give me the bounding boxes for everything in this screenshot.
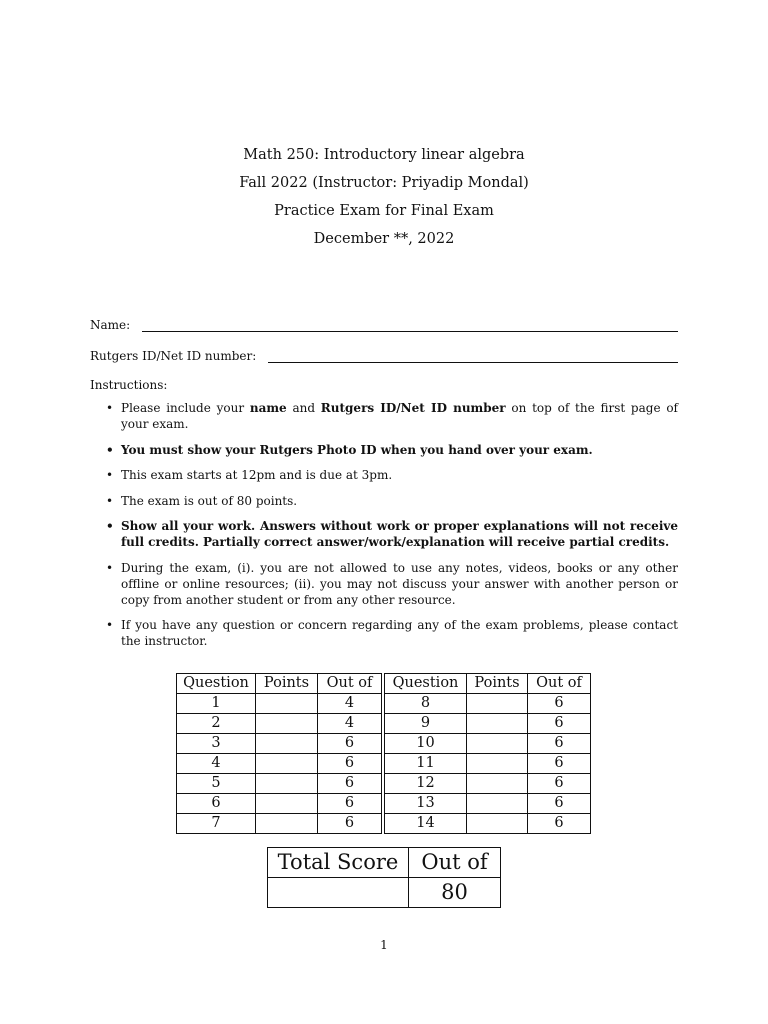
out-of-cell: 6 [318, 734, 384, 754]
instruction-text: Please include your [121, 401, 250, 415]
points-cell[interactable] [467, 734, 528, 754]
instruction-bold: Rutgers ID/Net ID number [320, 401, 506, 415]
points-cell[interactable] [467, 814, 528, 834]
instruction-item: • The exam is out of 80 points. [90, 493, 678, 509]
instruction-bold: name [249, 401, 287, 415]
question-cell: 10 [383, 734, 467, 754]
instruction-text: and [286, 401, 321, 415]
question-cell: 8 [383, 694, 467, 714]
points-cell[interactable] [467, 754, 528, 774]
points-cell[interactable] [256, 774, 318, 794]
id-field [90, 348, 678, 363]
points-cell[interactable] [256, 714, 318, 734]
points-cell[interactable] [467, 714, 528, 734]
question-cell: 4 [177, 754, 256, 774]
instruction-item: • If you have any question or concern regarding any of the exam problems, please contact the instructor. [90, 617, 678, 649]
out-of-cell: 6 [318, 754, 384, 774]
instruction-item: • During the exam, (i). you are not allowed to use any notes, videos, books or any other offline or online resources; (ii). you may not discuss your answer with another person or copy from another student or from any other resource. [90, 560, 678, 608]
instructions-list [90, 400, 678, 659]
points-cell[interactable] [467, 774, 528, 794]
question-cell: 11 [383, 754, 467, 774]
question-cell: 1 [177, 694, 256, 714]
table-row [177, 694, 591, 714]
out-of-cell: 6 [528, 694, 591, 714]
out-of-cell: 6 [528, 734, 591, 754]
header-cell: Out of [528, 674, 591, 694]
points-cell[interactable] [256, 794, 318, 814]
exam-date: December **, 2022 [313, 231, 455, 247]
table-row [177, 794, 591, 814]
table-row [177, 714, 591, 734]
header-cell: Question [177, 674, 256, 694]
points-cell[interactable] [256, 814, 318, 834]
header-cell: Out of [318, 674, 384, 694]
question-cell: 13 [383, 794, 467, 814]
points-cell[interactable] [256, 694, 318, 714]
question-cell: 14 [383, 814, 467, 834]
instruction-item: • This exam starts at 12pm and is due at 3pm. [90, 467, 678, 483]
total-out-of-cell: 80 [409, 878, 501, 908]
total-out-of-header: Out of [409, 848, 501, 878]
total-score-table [267, 847, 501, 908]
question-cell: 5 [177, 774, 256, 794]
term-instructor: Fall 2022 (Instructor: Priyadip Mondal) [239, 175, 529, 191]
table-row [177, 734, 591, 754]
total-value-row [268, 878, 501, 908]
id-line[interactable] [268, 348, 678, 363]
points-cell[interactable] [467, 794, 528, 814]
question-cell: 6 [177, 794, 256, 814]
out-of-cell: 4 [318, 714, 384, 734]
instruction-item: • You must show your Rutgers Photo ID when you hand over your exam. [90, 442, 678, 458]
out-of-cell: 6 [528, 714, 591, 734]
out-of-cell: 6 [528, 794, 591, 814]
out-of-cell: 6 [528, 814, 591, 834]
instruction-item [90, 400, 678, 432]
name-line[interactable] [142, 317, 678, 332]
out-of-cell: 6 [528, 754, 591, 774]
out-of-cell: 4 [318, 694, 384, 714]
header-cell: Points [467, 674, 528, 694]
out-of-cell: 6 [318, 794, 384, 814]
exam-header [0, 144, 768, 256]
page-number: 1 [380, 938, 388, 952]
question-cell: 12 [383, 774, 467, 794]
total-header-row [268, 848, 501, 878]
name-field [90, 317, 678, 332]
points-cell[interactable] [256, 754, 318, 774]
out-of-cell: 6 [318, 774, 384, 794]
header-cell: Question [383, 674, 467, 694]
points-cell[interactable] [256, 734, 318, 754]
header-cell: Points [256, 674, 318, 694]
total-score-header: Total Score [268, 848, 409, 878]
question-cell: 7 [177, 814, 256, 834]
table-row [177, 814, 591, 834]
course-title: Math 250: Introductory linear algebra [243, 147, 525, 163]
total-score-cell[interactable] [268, 878, 409, 908]
instructions-label: Instructions: [90, 378, 168, 392]
table-header-row [177, 674, 591, 694]
id-label: Rutgers ID/Net ID number: [90, 349, 257, 363]
instruction-text: on top of the first page of your exam. [121, 401, 678, 431]
instruction-item: • Show all your work. Answers without work or proper explanations will not receive full credits. Partially correct answer/work/explanation will receive partial credits. [90, 518, 678, 550]
question-cell: 3 [177, 734, 256, 754]
score-table [176, 673, 591, 834]
name-label: Name: [90, 318, 131, 332]
out-of-cell: 6 [528, 774, 591, 794]
table-row [177, 774, 591, 794]
exam-title: Practice Exam for Final Exam [274, 203, 494, 219]
points-cell[interactable] [467, 694, 528, 714]
question-cell: 2 [177, 714, 256, 734]
out-of-cell: 6 [318, 814, 384, 834]
table-row [177, 754, 591, 774]
question-cell: 9 [383, 714, 467, 734]
